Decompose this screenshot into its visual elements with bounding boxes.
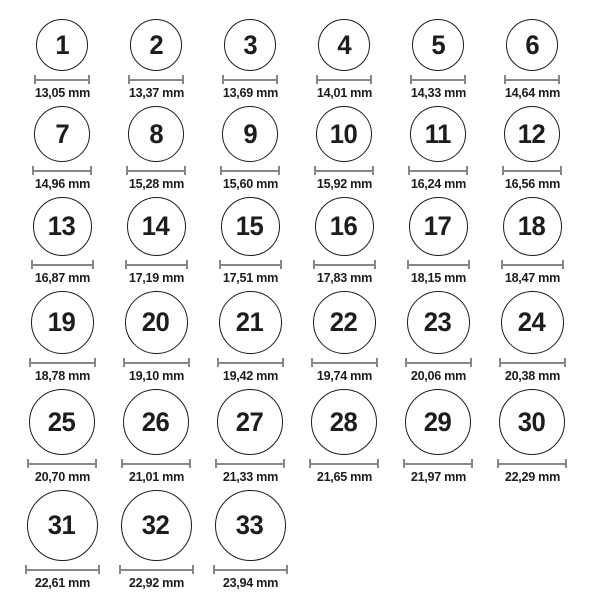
- diameter-label: 20,70 mm: [34, 469, 90, 484]
- ring-size-row: [15, 291, 600, 384]
- diameter-label: 13,69 mm: [222, 85, 278, 100]
- diameter-label: 18,78 mm: [34, 368, 90, 383]
- ring-size-number: 23: [424, 307, 452, 337]
- diameter-ruler: [408, 166, 468, 175]
- diameter-ruler: [217, 358, 284, 367]
- ring-size-cell: [109, 19, 203, 101]
- diameter-ruler: [123, 358, 190, 367]
- diameter-label: 19,74 mm: [316, 368, 372, 383]
- diameter-ruler: [316, 75, 372, 84]
- ring-circle: [36, 19, 88, 71]
- ring-size-number: 21: [236, 307, 264, 337]
- diameter-label: 15,60 mm: [222, 176, 278, 191]
- ring-circle: [410, 106, 466, 162]
- diameter-label: 20,06 mm: [410, 368, 466, 383]
- ring-circle: [311, 389, 377, 455]
- diameter-ruler: [219, 260, 282, 269]
- diameter-ruler: [407, 260, 470, 269]
- ring-circle: [504, 106, 560, 162]
- ring-size-cell: [485, 19, 579, 101]
- diameter-label: 13,37 mm: [128, 85, 184, 100]
- ring-size-cell: [109, 291, 203, 384]
- ring-size-number: 5: [431, 29, 445, 60]
- diameter-label: 19,10 mm: [128, 368, 184, 383]
- ring-size-cell: [109, 389, 203, 485]
- ring-size-number: 17: [424, 211, 452, 241]
- diameter-ruler: [313, 260, 376, 269]
- ring-size-cell: [485, 291, 579, 384]
- ring-circle: [315, 197, 374, 256]
- diameter-label: 15,92 mm: [316, 176, 372, 191]
- diameter-label: 14,64 mm: [504, 85, 560, 100]
- ring-size-number: 4: [337, 29, 351, 60]
- ring-circle: [123, 389, 189, 455]
- ring-size-number: 12: [518, 118, 546, 149]
- ring-circle: [31, 291, 94, 354]
- diameter-ruler: [25, 565, 100, 574]
- ring-size-number: 18: [518, 211, 546, 241]
- ring-size-cell: [109, 106, 203, 192]
- ring-circle: [217, 389, 283, 455]
- ring-size-cell: [391, 19, 485, 101]
- diameter-label: 14,01 mm: [316, 85, 372, 100]
- ring-size-number: 6: [525, 29, 539, 60]
- ring-size-cell: [391, 389, 485, 485]
- diameter-ruler: [504, 75, 560, 84]
- ring-circle: [224, 19, 276, 71]
- diameter-ruler: [119, 565, 194, 574]
- ring-circle: [499, 389, 565, 455]
- ring-circle: [29, 389, 95, 455]
- ring-size-number: 2: [149, 29, 163, 60]
- diameter-label: 17,19 mm: [128, 270, 184, 285]
- ring-size-number: 9: [243, 118, 257, 149]
- ring-size-number: 19: [48, 307, 76, 337]
- ring-size-number: 28: [330, 406, 358, 437]
- ring-size-cell: [203, 291, 297, 384]
- ring-size-cell: [203, 106, 297, 192]
- ring-size-cell: [391, 197, 485, 286]
- ring-circle: [219, 291, 282, 354]
- ring-size-number: 1: [55, 29, 69, 60]
- ring-size-cell: [297, 19, 391, 101]
- ring-size-cell: [297, 106, 391, 192]
- ring-size-number: 27: [236, 406, 264, 437]
- ring-size-number: 10: [330, 118, 358, 149]
- diameter-ruler: [126, 166, 186, 175]
- ring-circle: [27, 490, 98, 561]
- ring-size-cell: [109, 490, 203, 591]
- diameter-ruler: [497, 459, 567, 468]
- diameter-label: 16,56 mm: [504, 176, 560, 191]
- diameter-label: 21,33 mm: [222, 469, 278, 484]
- diameter-ruler: [311, 358, 378, 367]
- diameter-ruler: [220, 166, 280, 175]
- diameter-label: 22,29 mm: [504, 469, 560, 484]
- ring-circle: [221, 197, 280, 256]
- diameter-label: 16,24 mm: [410, 176, 466, 191]
- diameter-label: 16,87 mm: [34, 270, 90, 285]
- ring-size-cell: [109, 197, 203, 286]
- ring-circle: [501, 291, 564, 354]
- diameter-ruler: [501, 260, 564, 269]
- ring-size-cell: [203, 197, 297, 286]
- ring-size-number: 14: [142, 211, 170, 241]
- ring-size-row: [15, 106, 600, 192]
- ring-size-number: 26: [142, 406, 170, 437]
- ring-size-row: [15, 389, 600, 485]
- ring-circle: [215, 490, 286, 561]
- ring-size-number: 11: [424, 118, 452, 149]
- diameter-ruler: [29, 358, 96, 367]
- ring-size-cell: [297, 197, 391, 286]
- diameter-ruler: [128, 75, 184, 84]
- diameter-ruler: [502, 166, 562, 175]
- diameter-ruler: [314, 166, 374, 175]
- ring-circle: [503, 197, 562, 256]
- ring-circle: [318, 19, 370, 71]
- ring-size-number: 29: [424, 406, 452, 437]
- diameter-label: 20,38 mm: [504, 368, 560, 383]
- diameter-label: 18,47 mm: [504, 270, 560, 285]
- ring-circle: [125, 291, 188, 354]
- ring-circle: [412, 19, 464, 71]
- ring-size-number: 33: [236, 510, 264, 540]
- ring-size-number: 15: [236, 211, 264, 241]
- diameter-ruler: [499, 358, 566, 367]
- ring-size-cell: [391, 291, 485, 384]
- diameter-ruler: [403, 459, 473, 468]
- ring-size-cell: [15, 389, 109, 485]
- diameter-ruler: [405, 358, 472, 367]
- ring-size-number: 13: [48, 211, 76, 241]
- ring-circle: [409, 197, 468, 256]
- diameter-ruler: [222, 75, 278, 84]
- ring-size-cell: [391, 106, 485, 192]
- ring-circle: [405, 389, 471, 455]
- ring-size-cell: [485, 106, 579, 192]
- ring-size-cell: [485, 197, 579, 286]
- ring-size-cell: [15, 490, 109, 591]
- diameter-label: 22,92 mm: [128, 575, 184, 590]
- diameter-label: 22,61 mm: [34, 575, 90, 590]
- diameter-ruler: [32, 166, 92, 175]
- diameter-label: 21,01 mm: [128, 469, 184, 484]
- ring-size-cell: [203, 19, 297, 101]
- ring-size-cell: [297, 291, 391, 384]
- ring-size-row: [15, 19, 600, 101]
- ring-size-row: [15, 490, 600, 591]
- ring-size-number: 32: [142, 510, 170, 540]
- ring-size-cell: [15, 197, 109, 286]
- ring-size-cell: [15, 19, 109, 101]
- ring-size-cell: [15, 106, 109, 192]
- ring-size-number: 22: [330, 307, 358, 337]
- diameter-ruler: [309, 459, 379, 468]
- ring-circle: [34, 106, 90, 162]
- diameter-ruler: [125, 260, 188, 269]
- ring-circle: [121, 490, 192, 561]
- diameter-label: 13,05 mm: [34, 85, 90, 100]
- diameter-ruler: [215, 459, 285, 468]
- ring-circle: [316, 106, 372, 162]
- ring-size-cell: [15, 291, 109, 384]
- ring-circle: [407, 291, 470, 354]
- ring-circle: [222, 106, 278, 162]
- ring-size-number: 20: [142, 307, 170, 337]
- ring-circle: [127, 197, 186, 256]
- ring-size-number: 16: [330, 211, 358, 241]
- diameter-ruler: [27, 459, 97, 468]
- ring-size-number: 25: [48, 406, 76, 437]
- ring-size-row: [15, 197, 600, 286]
- ring-size-number: 30: [518, 406, 546, 437]
- diameter-label: 19,42 mm: [222, 368, 278, 383]
- diameter-ruler: [410, 75, 466, 84]
- diameter-label: 15,28 mm: [128, 176, 184, 191]
- ring-size-number: 24: [518, 307, 546, 337]
- diameter-label: 17,51 mm: [222, 270, 278, 285]
- ring-size-cell: [297, 389, 391, 485]
- diameter-ruler: [121, 459, 191, 468]
- diameter-ruler: [213, 565, 288, 574]
- diameter-label: 21,65 mm: [316, 469, 372, 484]
- ring-size-cell: [203, 490, 297, 591]
- diameter-label: 18,15 mm: [410, 270, 466, 285]
- ring-size-number: 3: [243, 29, 257, 60]
- diameter-label: 14,96 mm: [34, 176, 90, 191]
- ring-circle: [130, 19, 182, 71]
- ring-size-number: 7: [55, 118, 69, 149]
- diameter-ruler: [34, 75, 90, 84]
- diameter-ruler: [31, 260, 94, 269]
- diameter-label: 21,97 mm: [410, 469, 466, 484]
- ring-size-cell: [485, 389, 579, 485]
- ring-circle: [506, 19, 558, 71]
- diameter-label: 17,83 mm: [316, 270, 372, 285]
- ring-size-number: 8: [149, 118, 163, 149]
- ring-circle: [33, 197, 92, 256]
- ring-circle: [313, 291, 376, 354]
- diameter-label: 23,94 mm: [222, 575, 278, 590]
- diameter-label: 14,33 mm: [410, 85, 466, 100]
- ring-circle: [128, 106, 184, 162]
- ring-size-number: 31: [48, 510, 76, 540]
- ring-size-cell: [203, 389, 297, 485]
